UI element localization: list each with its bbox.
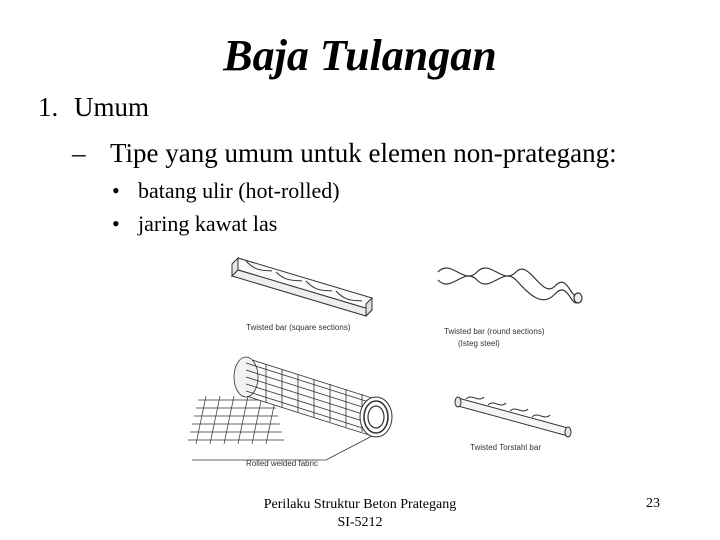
bullet-item	[112, 178, 340, 204]
caption-square: Twisted bar (square sections)	[246, 323, 351, 332]
slide-title: Baja Tulangan	[223, 31, 497, 80]
list-number: 1.	[38, 92, 59, 122]
twisted-square-bar	[232, 258, 372, 316]
bullet-text: batang ulir (hot-rolled)	[138, 178, 340, 203]
sub-item-text: Tipe yang umum untuk elemen non-prategang:	[110, 138, 617, 168]
caption-round-sub: (Isteg steel)	[458, 339, 500, 348]
page-number: 23	[646, 496, 660, 511]
bullet-marker: •	[112, 211, 120, 236]
list-item-umum	[38, 92, 149, 123]
bullet-marker: •	[112, 178, 120, 203]
bullet-item	[112, 211, 277, 237]
caption-fabric: Rolled welded fabric	[246, 459, 319, 468]
list-item-text: Umum	[74, 92, 150, 122]
caption-torstahl: Twisted Torstahl bar	[470, 443, 541, 452]
bullet-text: jaring kawat las	[138, 211, 278, 236]
sub-item-tipe	[72, 138, 617, 169]
reinforcement-figure	[176, 250, 584, 472]
torstahl-bar	[455, 397, 571, 437]
twisted-round-bar	[438, 268, 582, 303]
footer-course-code: SI-5212	[337, 515, 383, 530]
footer	[232, 496, 488, 532]
reinforcement-illustration	[176, 250, 584, 472]
dash-marker: –	[72, 138, 86, 168]
footer-course-title: Perilaku Struktur Beton Prategang	[263, 497, 457, 512]
welded-fabric-roll	[192, 357, 392, 460]
caption-round: Twisted bar (round sections)	[444, 327, 545, 336]
